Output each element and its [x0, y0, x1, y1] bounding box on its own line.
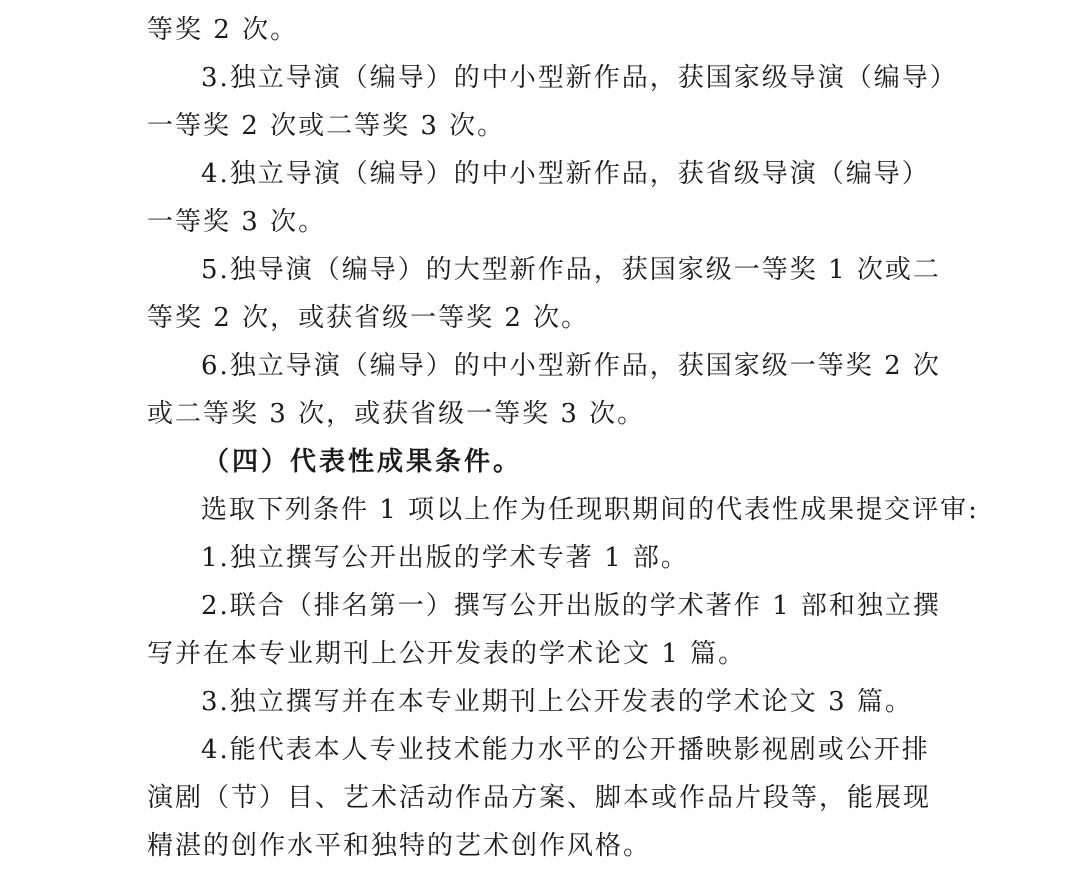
text-line: 写并在本专业期刊上公开发表的学术论文 1 篇。	[147, 639, 747, 669]
text-line: 等奖 2 次。	[147, 15, 299, 45]
text-line: 5.独导演（编导）的大型新作品，获国家级一等奖 1 次或二	[201, 255, 941, 285]
text-line: 选取下列条件 1 项以上作为任现职期间的代表性成果提交评审:	[201, 495, 979, 525]
text-line: 6.独立导演（编导）的中小型新作品，获国家级一等奖 2 次	[201, 351, 941, 381]
text-line: 或二等奖 3 次，或获省级一等奖 3 次。	[147, 399, 646, 429]
section-heading: （四）代表性成果条件。	[203, 447, 523, 477]
text-line: 4.独立导演（编导）的中小型新作品，获省级导演（编导）	[201, 159, 930, 189]
text-line: 精湛的创作水平和独特的艺术创作风格。	[147, 831, 652, 861]
text-line: 等奖 2 次，或获省级一等奖 2 次。	[147, 303, 590, 333]
text-line: 一等奖 2 次或二等奖 3 次。	[147, 111, 506, 141]
text-line: 3.独立导演（编导）的中小型新作品，获国家级导演（编导）	[201, 63, 958, 93]
text-line: 3.独立撰写并在本专业期刊上公开发表的学术论文 3 篇。	[201, 687, 913, 717]
text-line: 一等奖 3 次。	[147, 207, 327, 237]
text-line: 演剧（节）目、艺术活动作品方案、脚本或作品片段等，能展现	[147, 783, 932, 813]
text-line: 1.独立撰写公开出版的学术专著 1 部。	[201, 543, 689, 573]
text-line: 2.联合（排名第一）撰写公开出版的学术著作 1 部和独立撰	[201, 591, 941, 621]
text-line: 4.能代表本人专业技术能力水平的公开播映影视剧或公开排	[201, 735, 930, 765]
